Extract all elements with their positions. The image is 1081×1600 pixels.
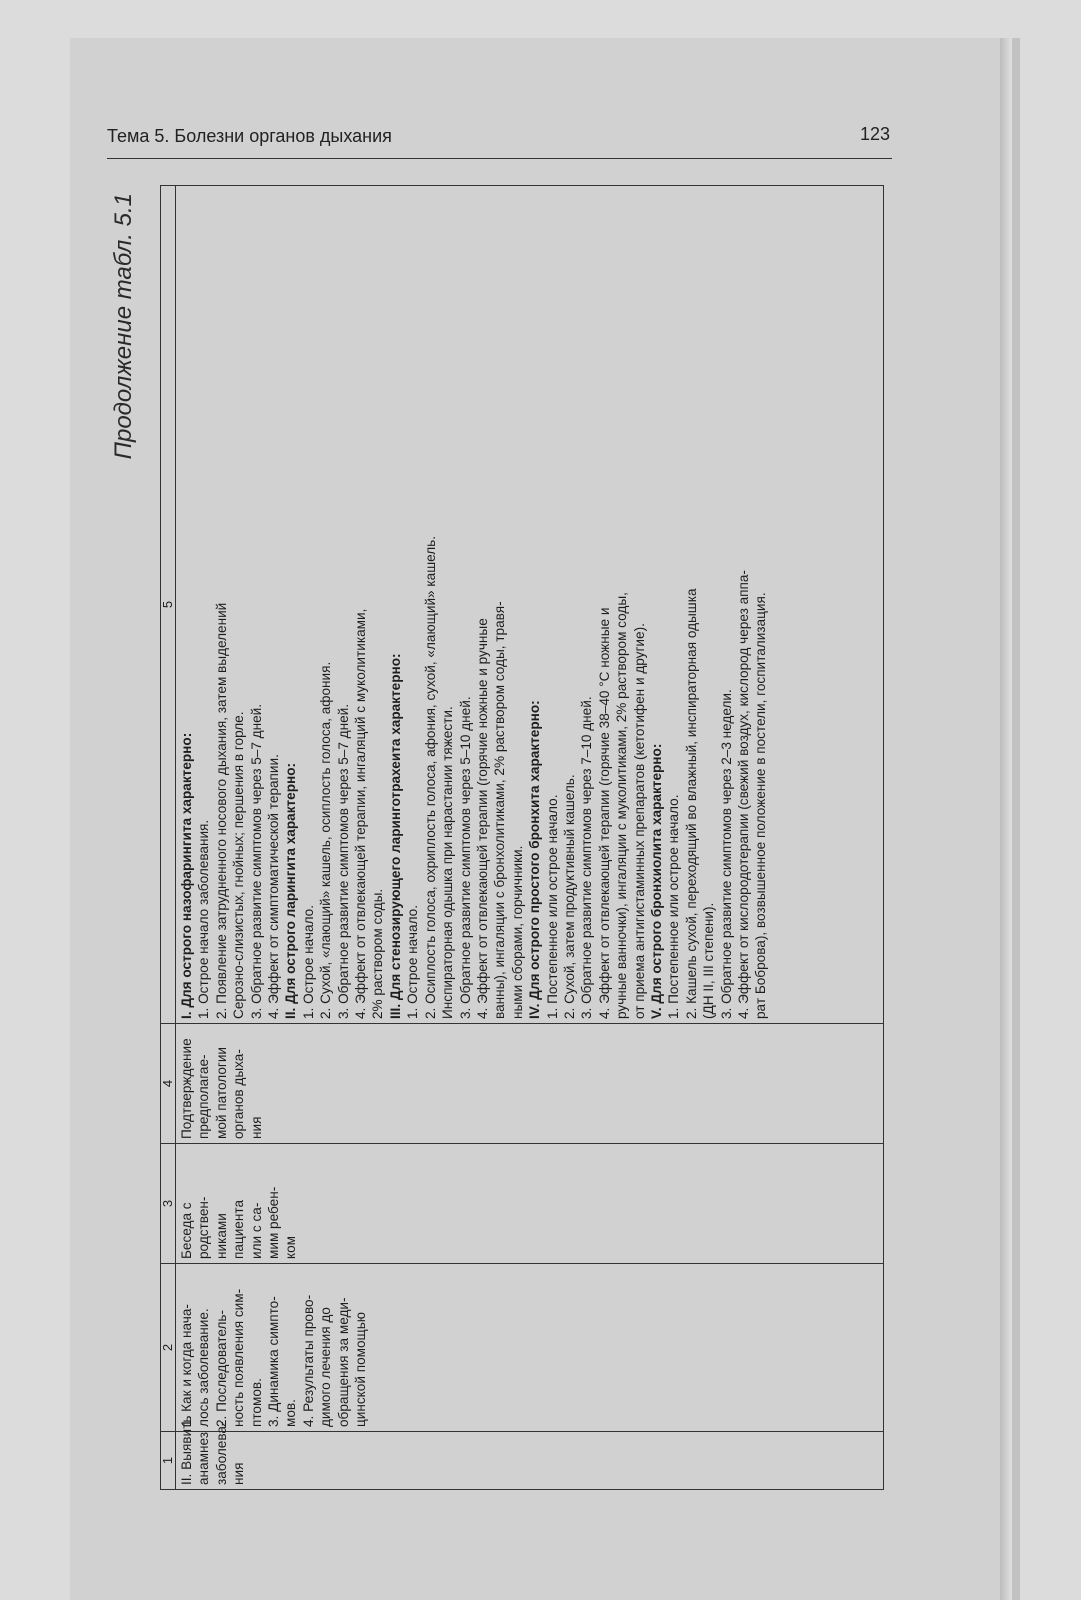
cell-line: II. Выявить xyxy=(179,1415,194,1485)
cell-line: или с са- xyxy=(248,1202,264,1259)
cell-line: никами xyxy=(213,1213,229,1259)
cell-line: ручные ванночки), ингаляции с муколитиками, 2% раствором соды, xyxy=(614,592,630,1019)
cell-line: 3. Обратное развитие симптомов через 5–10 дней. xyxy=(457,696,473,1019)
cell-line: рат Боброва), возвышенное положение в постели, госпитализация. xyxy=(753,592,769,1019)
cell-line: 1. Постепенное или острое начало. xyxy=(544,794,560,1019)
section-heading: II. Для острого ларингита характерно: xyxy=(283,762,299,1019)
cell-line: родствен- xyxy=(196,1196,212,1259)
landscape-content xyxy=(110,185,898,1490)
running-header xyxy=(107,124,892,159)
cell-line: пациента xyxy=(231,1199,247,1259)
cell-line: 2. Кашель сухой, переходящий во влажный, инспираторная одышка xyxy=(683,588,699,1019)
column-number: 1 xyxy=(161,1432,176,1490)
section-heading: III. Для стенозирующего ларинготрахеита характерно: xyxy=(387,653,403,1019)
data-table xyxy=(160,185,884,1490)
cell-line: 2% раствором соды. xyxy=(370,888,386,1019)
cell-line: 2. Последователь- xyxy=(213,1310,229,1427)
cell-line: ванны), ингаляции с бронхолитиками, 2% раствором соды, травя- xyxy=(492,601,508,1019)
column-number: 3 xyxy=(161,1144,176,1264)
cell-line: мов. xyxy=(283,1399,299,1427)
cell-line: ния xyxy=(231,1462,247,1485)
cell-line: 4. Результаты прово- xyxy=(300,1294,316,1427)
table-row xyxy=(176,186,884,1490)
purpose-cell xyxy=(176,1024,884,1144)
cell-line: 4. Эффект от отвлекающей терапии (горячие ножные и ручные xyxy=(474,618,490,1019)
page-number: 123 xyxy=(859,124,890,144)
section-heading: V. Для острого бронхиолита характерно: xyxy=(648,743,664,1019)
cell-line: ком xyxy=(283,1235,299,1259)
column-number-row xyxy=(161,186,176,1490)
section-heading: IV. Для острого простого бронхита характерно: xyxy=(527,700,543,1019)
cell-line: обращения за меди- xyxy=(335,1297,351,1427)
cell-line: 2. Появление затрудненного носового дыхания, затем выделений xyxy=(213,602,229,1019)
cell-line: 1. Острое начало заболевания. xyxy=(196,819,212,1019)
method-cell xyxy=(176,1144,884,1264)
cell-line: 2. Сухой, «лающий» кашель, осиплость голоса, афония. xyxy=(318,661,334,1019)
table-caption: Продолжение табл. 5.1 xyxy=(110,193,137,460)
cell-line: 2. Сухой, затем продуктивный кашель. xyxy=(561,774,577,1019)
column-number: 5 xyxy=(161,186,176,1024)
cell-line: 1. Как и когда нача- xyxy=(179,1304,194,1427)
cell-line: 3. Динамика симпто- xyxy=(266,1296,282,1427)
page-spine xyxy=(1000,38,1012,1600)
section-heading: I. Для острого назофарингита характерно: xyxy=(179,732,194,1019)
cell-line: 1. Острое начало. xyxy=(300,904,316,1019)
cell-line: 3. Обратное развитие симптомов через 2–3 недели. xyxy=(718,689,734,1019)
cell-line: ния xyxy=(248,1116,264,1139)
cell-line: 4. Эффект от отвлекающей терапии, ингаляций с муколитиками, xyxy=(353,608,369,1019)
characteristics-cell xyxy=(176,186,884,1024)
cell-line: лось заболевание. xyxy=(196,1308,212,1427)
cell-line: органов дыха- xyxy=(231,1049,247,1139)
cell-line: 4. Эффект от отвлекающей терапии (горячие 38–40 °С ножные и xyxy=(596,607,612,1019)
rotated-table-area xyxy=(110,185,898,1490)
cell-line: мим ребен- xyxy=(266,1186,282,1259)
cell-line: 1. Острое начало. xyxy=(405,904,421,1019)
cell-line: 4. Эффект от кислородотерапии (свежий воздух, кислород через аппа- xyxy=(736,570,751,1019)
cell-line: Подтверждение xyxy=(179,1038,194,1139)
cell-line: (ДН II, III степени). xyxy=(701,902,717,1019)
cell-line: птомов. xyxy=(248,1378,264,1427)
cell-line: 3. Обратное развитие симптомов через 7–10 дней. xyxy=(579,696,595,1019)
cell-line: ными сборами, горчичники. xyxy=(509,845,525,1019)
column-number: 4 xyxy=(161,1024,176,1144)
cell-line: предполагае- xyxy=(196,1054,212,1139)
cell-line: димого лечения до xyxy=(318,1307,334,1427)
questions-cell xyxy=(176,1264,884,1432)
cell-line: 3. Обратное развитие симптомов через 5–7 дней. xyxy=(248,703,264,1019)
cell-line: анамнез xyxy=(196,1432,212,1485)
cell-line: цинской помощью xyxy=(353,1311,369,1427)
cell-line: Беседа с xyxy=(179,1202,194,1259)
cell-line: Инспираторная одышка при нарастании тяжести. xyxy=(440,706,456,1019)
cell-line: 3. Обратное развитие симптомов через 5–7 дней. xyxy=(335,703,351,1019)
cell-line: 2. Осиплость голоса, охриплость голоса, афония, сухой, «лающий» кашель. xyxy=(422,536,438,1019)
cell-line: заболева- xyxy=(213,1421,229,1485)
cell-line: от приема антигистаминных препаратов (кетотифен и другие). xyxy=(631,623,647,1019)
header-title: Тема 5. Болезни органов дыхания xyxy=(107,126,392,146)
column-number: 2 xyxy=(161,1264,176,1432)
cell-line: 1. Постепенное или острое начало. xyxy=(666,794,682,1019)
cell-line: 4. Эффект от симптоматической терапии. xyxy=(266,754,282,1019)
stage-cell xyxy=(176,1415,884,1490)
cell-line: мой патологии xyxy=(213,1046,229,1139)
cell-line: Серозно-слизистых, гнойных; першения в горле. xyxy=(231,711,247,1019)
cell-line: ность появления сим- xyxy=(231,1288,247,1427)
